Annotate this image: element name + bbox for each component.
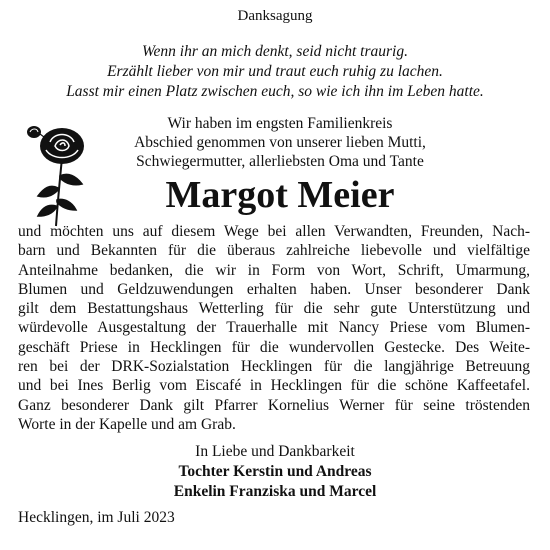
thanks-body — [18, 222, 530, 434]
signature-daughter: Tochter Kerstin und Andreas — [178, 463, 372, 480]
body-line: geschäft Priese in Hecklingen für die wundervollen Gestecke. Des Weite- — [18, 338, 530, 356]
poem-line: Wenn ihr an mich denkt, seid nicht traurig. — [142, 43, 408, 60]
body-line: ren bei der DRK-Sozialstation Hecklingen für die langjährige Betreuung — [18, 358, 530, 376]
intro-line: Wir haben im engsten Familienkreis — [167, 115, 393, 132]
body-line: Blumen und Geldzuwendungen erhalten haben. Unser besonderer Dank — [18, 280, 530, 298]
deceased-name: Margot Meier — [165, 174, 395, 216]
body-line: barn und Bekannten für die überaus zahlreiche liebevolle und vielfältige — [18, 242, 530, 260]
body-line: gilt dem Bestattungshaus Wetterling für die sehr gute Unterstützung und — [18, 300, 530, 318]
notice-heading: Danksagung — [237, 8, 313, 24]
body-line: Ganz besonderer Dank gilt Pfarrer Kornelius Werner für seine tröstenden — [18, 396, 530, 414]
closing-greeting: In Liebe und Dankbarkeit — [195, 443, 355, 460]
body-line: Anteilnahme bedanken, die wir in Form von Wort, Schrift, Umarmung, — [18, 261, 530, 279]
body-line: Worte in der Kapelle und am Grab. — [18, 415, 236, 433]
body-line: und möchten uns auf diesem Wege bei allen Verwandten, Freunden, Nach- — [18, 223, 530, 240]
intro-line: Schwiegermutter, allerliebsten Oma und Tante — [136, 153, 424, 170]
body-line: würdevolle Ausgestaltung der Trauerhalle mit Nancy Priese vom Blumen- — [18, 319, 530, 337]
poem-line: Lasst mir einen Platz zwischen euch, so wie ich ihn im Leben hatte. — [66, 83, 484, 100]
rose-icon — [22, 118, 96, 228]
place-date: Hecklingen, im Juli 2023 — [18, 509, 175, 526]
signature-granddaughter: Enkelin Franziska und Marcel — [173, 483, 377, 500]
intro-text — [90, 114, 470, 171]
body-line: und bei Ines Berlig vom Eiscafé in Hecklingen für die schöne Kaffeetafel. — [18, 377, 530, 395]
closing-block — [0, 442, 550, 502]
poem-line: Erzählt lieber von mir und traut euch ruhig zu lachen. — [107, 63, 443, 80]
poem — [0, 42, 550, 102]
intro-line: Abschied genommen von unserer lieben Mutti, — [134, 134, 426, 151]
